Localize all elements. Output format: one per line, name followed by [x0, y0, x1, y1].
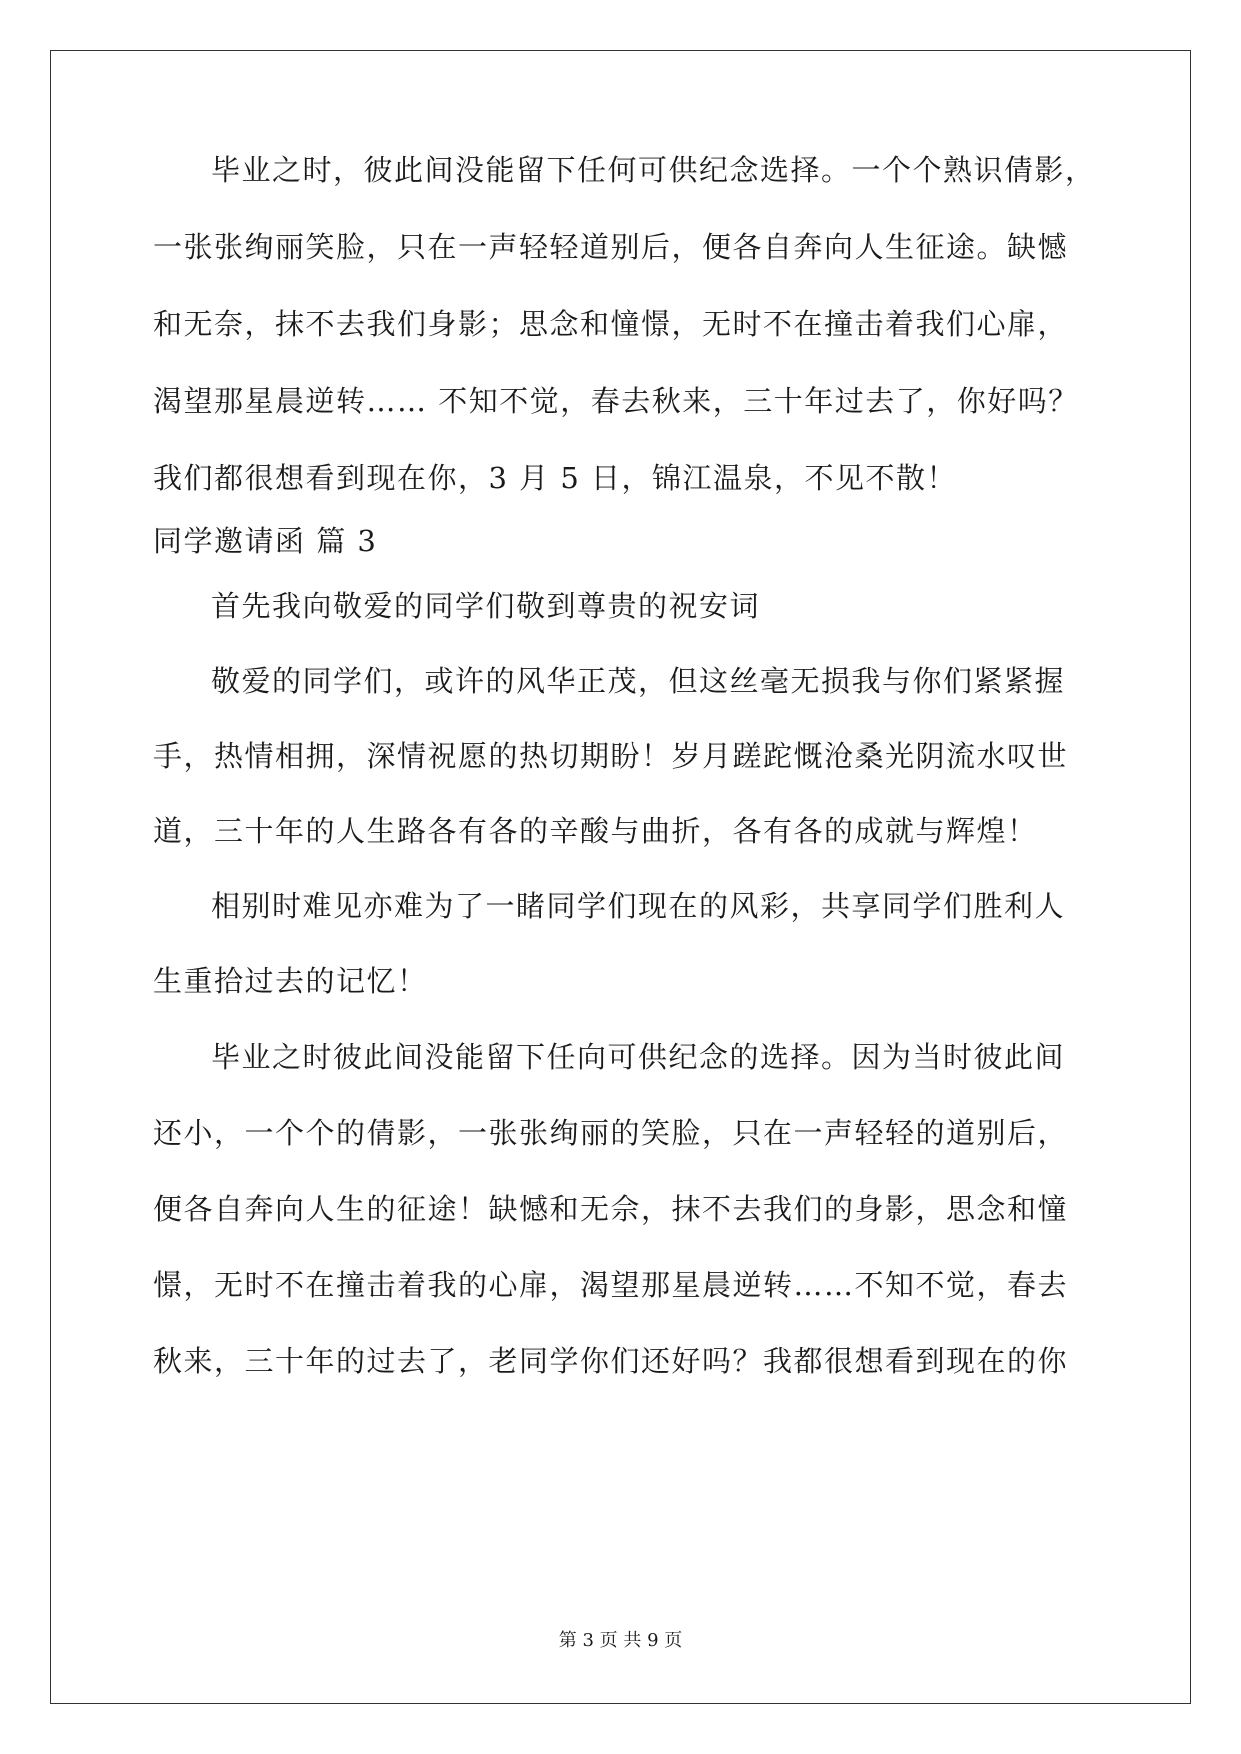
section-heading: 同学邀请函 篇 3	[153, 524, 378, 558]
text-line-8: 敬爱的同学们，或许的风华正茂，但这丝毫无损我与你们紧紧握	[211, 664, 1066, 698]
text-line-13: 毕业之时彼此间没能留下任向可供纪念的选择。因为当时彼此间	[211, 1040, 1066, 1074]
page-frame	[50, 50, 1191, 1704]
text-line-11: 相别时难见亦难为了一睹同学们现在的风彩，共享同学们胜利人	[211, 889, 1066, 923]
text-line-7: 首先我向敬爱的同学们敬到尊贵的祝安词	[211, 589, 761, 623]
text-line-5: 我们都很想看到现在你，3 月 5 日，锦江温泉，不见不散！	[153, 461, 958, 495]
text-line-9: 手，热情相拥，深情祝愿的热切期盼！岁月蹉跎慨沧桑光阴流水叹世	[153, 739, 1069, 773]
text-line-10: 道，三十年的人生路各有各的辛酸与曲折，各有各的成就与辉煌！	[153, 814, 1038, 848]
text-line-14: 还小，一个个的倩影，一张张绚丽的笑脸，只在一声轻轻的道别后，	[153, 1116, 1069, 1150]
text-line-3: 和无奈，抹不去我们身影；思念和憧憬，无时不在撞击着我们心扉，	[153, 307, 1069, 341]
text-line-17: 秋来，三十年的过去了，老同学你们还好吗？我都很想看到现在的你	[153, 1344, 1069, 1378]
text-line-2: 一张张绚丽笑脸，只在一声轻轻道别后，便各自奔向人生征途。缺憾	[153, 230, 1069, 264]
text-line-1: 毕业之时，彼此间没能留下任何可供纪念选择。一个个熟识倩影，	[211, 153, 1096, 187]
text-line-15: 便各自奔向人生的征途！缺憾和无佘，抹不去我们的身影，思念和憧	[153, 1192, 1069, 1226]
text-line-16: 憬，无时不在撞击着我的心扉，渴望那星晨逆转……不知不觉，春去	[153, 1268, 1069, 1302]
page-number-footer: 第 3 页 共 9 页	[558, 1630, 683, 1651]
text-line-4: 渴望那星晨逆转…… 不知不觉，春去秋来，三十年过去了，你好吗？	[153, 384, 1079, 418]
text-line-12: 生重拾过去的记忆！	[153, 964, 428, 998]
